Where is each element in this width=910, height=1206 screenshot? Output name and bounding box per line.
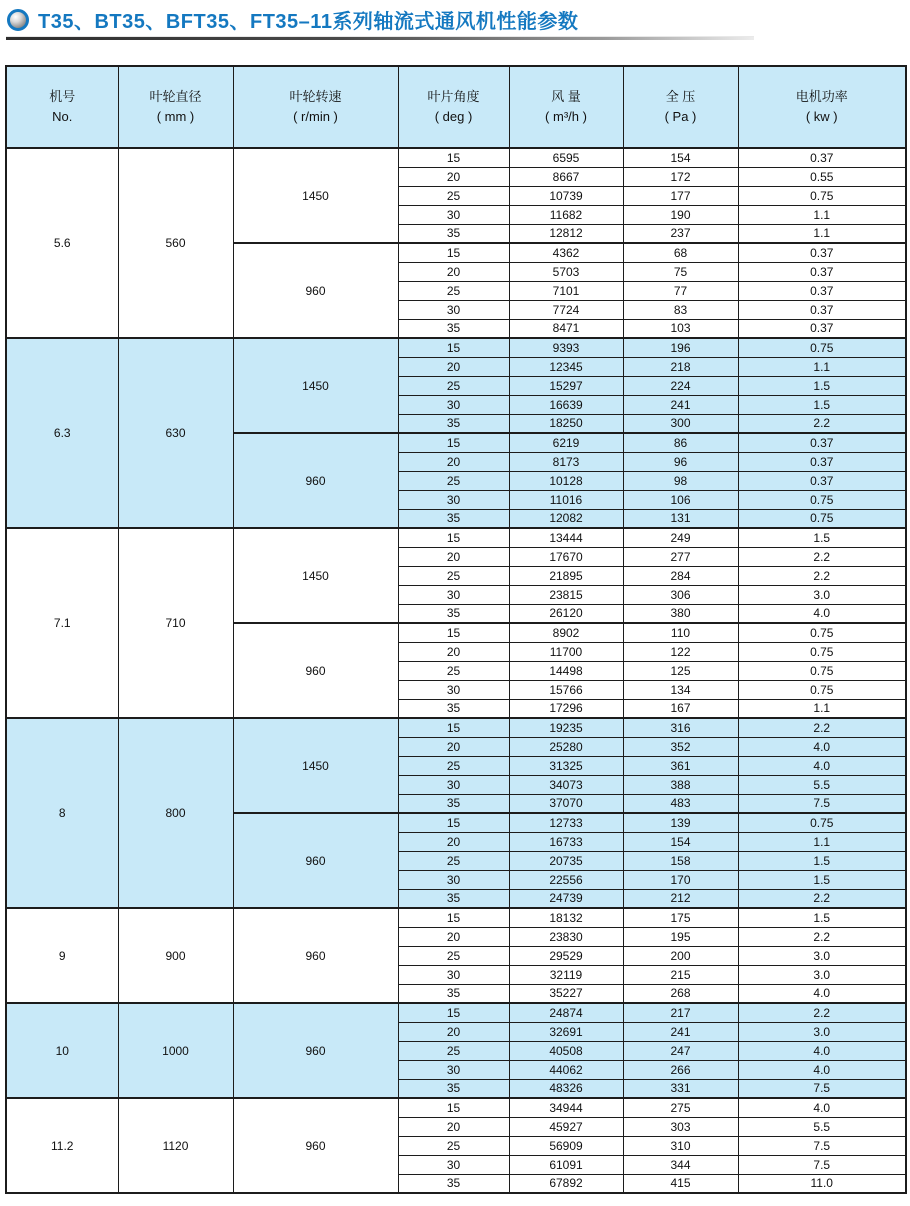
header-row bbox=[6, 66, 906, 148]
blade-angle-cell: 30 bbox=[398, 300, 509, 319]
impeller-speed-cell: 1450 bbox=[233, 718, 398, 813]
air-flow-cell: 40508 bbox=[509, 1041, 623, 1060]
total-pressure-cell: 190 bbox=[623, 205, 738, 224]
fan-no-cell: 5.6 bbox=[6, 148, 118, 338]
motor-power-cell: 1.5 bbox=[738, 528, 906, 547]
blade-angle-cell: 20 bbox=[398, 357, 509, 376]
column-header: 电机功率 ( kw ) bbox=[738, 66, 906, 148]
total-pressure-cell: 237 bbox=[623, 224, 738, 243]
motor-power-cell: 1.5 bbox=[738, 908, 906, 927]
total-pressure-cell: 331 bbox=[623, 1079, 738, 1098]
motor-power-cell: 0.75 bbox=[738, 680, 906, 699]
blade-angle-cell: 30 bbox=[398, 680, 509, 699]
blade-angle-cell: 25 bbox=[398, 281, 509, 300]
total-pressure-cell: 300 bbox=[623, 414, 738, 433]
motor-power-cell: 1.1 bbox=[738, 357, 906, 376]
total-pressure-cell: 284 bbox=[623, 566, 738, 585]
impeller-speed-cell: 960 bbox=[233, 1003, 398, 1098]
air-flow-cell: 34073 bbox=[509, 775, 623, 794]
blade-angle-cell: 35 bbox=[398, 224, 509, 243]
impeller-speed-cell: 960 bbox=[233, 243, 398, 338]
total-pressure-cell: 303 bbox=[623, 1117, 738, 1136]
blade-angle-cell: 25 bbox=[398, 756, 509, 775]
total-pressure-cell: 77 bbox=[623, 281, 738, 300]
total-pressure-cell: 172 bbox=[623, 167, 738, 186]
blade-angle-cell: 20 bbox=[398, 547, 509, 566]
total-pressure-cell: 352 bbox=[623, 737, 738, 756]
blade-angle-cell: 20 bbox=[398, 832, 509, 851]
motor-power-cell: 4.0 bbox=[738, 756, 906, 775]
air-flow-cell: 7101 bbox=[509, 281, 623, 300]
blade-angle-cell: 25 bbox=[398, 1041, 509, 1060]
air-flow-cell: 9393 bbox=[509, 338, 623, 357]
blade-angle-cell: 20 bbox=[398, 737, 509, 756]
motor-power-cell: 4.0 bbox=[738, 1060, 906, 1079]
blade-angle-cell: 15 bbox=[398, 433, 509, 452]
spec-row bbox=[6, 1003, 906, 1022]
blade-angle-cell: 30 bbox=[398, 395, 509, 414]
total-pressure-cell: 247 bbox=[623, 1041, 738, 1060]
motor-power-cell: 2.2 bbox=[738, 566, 906, 585]
spec-table-body bbox=[6, 148, 906, 1193]
blade-angle-cell: 30 bbox=[398, 490, 509, 509]
blade-angle-cell: 15 bbox=[398, 243, 509, 262]
motor-power-cell: 1.5 bbox=[738, 851, 906, 870]
air-flow-cell: 13444 bbox=[509, 528, 623, 547]
total-pressure-cell: 241 bbox=[623, 395, 738, 414]
total-pressure-cell: 106 bbox=[623, 490, 738, 509]
column-header: 叶轮转速 ( r/min ) bbox=[233, 66, 398, 148]
air-flow-cell: 24739 bbox=[509, 889, 623, 908]
fan-no-cell: 11.2 bbox=[6, 1098, 118, 1193]
blade-angle-cell: 25 bbox=[398, 946, 509, 965]
motor-power-cell: 1.5 bbox=[738, 395, 906, 414]
air-flow-cell: 31325 bbox=[509, 756, 623, 775]
air-flow-cell: 32691 bbox=[509, 1022, 623, 1041]
motor-power-cell: 7.5 bbox=[738, 1155, 906, 1174]
spec-row bbox=[6, 148, 906, 167]
total-pressure-cell: 68 bbox=[623, 243, 738, 262]
motor-power-cell: 4.0 bbox=[738, 737, 906, 756]
total-pressure-cell: 266 bbox=[623, 1060, 738, 1079]
air-flow-cell: 7724 bbox=[509, 300, 623, 319]
air-flow-cell: 12733 bbox=[509, 813, 623, 832]
air-flow-cell: 12082 bbox=[509, 509, 623, 528]
air-flow-cell: 14498 bbox=[509, 661, 623, 680]
air-flow-cell: 6219 bbox=[509, 433, 623, 452]
blade-angle-cell: 35 bbox=[398, 414, 509, 433]
motor-power-cell: 5.5 bbox=[738, 1117, 906, 1136]
impeller-speed-cell: 1450 bbox=[233, 148, 398, 243]
air-flow-cell: 16733 bbox=[509, 832, 623, 851]
air-flow-cell: 15297 bbox=[509, 376, 623, 395]
total-pressure-cell: 83 bbox=[623, 300, 738, 319]
air-flow-cell: 11700 bbox=[509, 642, 623, 661]
motor-power-cell: 1.1 bbox=[738, 699, 906, 718]
table-header-row bbox=[6, 66, 906, 148]
impeller-diameter-cell: 560 bbox=[118, 148, 233, 338]
air-flow-cell: 4362 bbox=[509, 243, 623, 262]
blade-angle-cell: 30 bbox=[398, 1060, 509, 1079]
total-pressure-cell: 125 bbox=[623, 661, 738, 680]
air-flow-cell: 17296 bbox=[509, 699, 623, 718]
motor-power-cell: 1.1 bbox=[738, 205, 906, 224]
total-pressure-cell: 122 bbox=[623, 642, 738, 661]
air-flow-cell: 35227 bbox=[509, 984, 623, 1003]
total-pressure-cell: 268 bbox=[623, 984, 738, 1003]
air-flow-cell: 67892 bbox=[509, 1174, 623, 1193]
air-flow-cell: 11682 bbox=[509, 205, 623, 224]
total-pressure-cell: 98 bbox=[623, 471, 738, 490]
impeller-diameter-cell: 1120 bbox=[118, 1098, 233, 1193]
motor-power-cell: 3.0 bbox=[738, 585, 906, 604]
air-flow-cell: 23815 bbox=[509, 585, 623, 604]
column-header: 全 压 ( Pa ) bbox=[623, 66, 738, 148]
air-flow-cell: 10128 bbox=[509, 471, 623, 490]
blade-angle-cell: 20 bbox=[398, 642, 509, 661]
motor-power-cell: 0.37 bbox=[738, 433, 906, 452]
air-flow-cell: 61091 bbox=[509, 1155, 623, 1174]
spec-row bbox=[6, 338, 906, 357]
blade-angle-cell: 25 bbox=[398, 186, 509, 205]
motor-power-cell: 4.0 bbox=[738, 1041, 906, 1060]
motor-power-cell: 0.37 bbox=[738, 281, 906, 300]
motor-power-cell: 0.75 bbox=[738, 642, 906, 661]
blade-angle-cell: 20 bbox=[398, 1117, 509, 1136]
blade-angle-cell: 25 bbox=[398, 471, 509, 490]
total-pressure-cell: 344 bbox=[623, 1155, 738, 1174]
blade-angle-cell: 20 bbox=[398, 167, 509, 186]
spec-row bbox=[6, 718, 906, 737]
fan-performance-table bbox=[5, 65, 907, 1194]
motor-power-cell: 0.75 bbox=[738, 623, 906, 642]
air-flow-cell: 26120 bbox=[509, 604, 623, 623]
blade-angle-cell: 15 bbox=[398, 718, 509, 737]
air-flow-cell: 21895 bbox=[509, 566, 623, 585]
total-pressure-cell: 195 bbox=[623, 927, 738, 946]
motor-power-cell: 2.2 bbox=[738, 718, 906, 737]
total-pressure-cell: 483 bbox=[623, 794, 738, 813]
air-flow-cell: 56909 bbox=[509, 1136, 623, 1155]
motor-power-cell: 2.2 bbox=[738, 414, 906, 433]
motor-power-cell: 0.75 bbox=[738, 661, 906, 680]
total-pressure-cell: 196 bbox=[623, 338, 738, 357]
motor-power-cell: 3.0 bbox=[738, 965, 906, 984]
total-pressure-cell: 361 bbox=[623, 756, 738, 775]
air-flow-cell: 12812 bbox=[509, 224, 623, 243]
blade-angle-cell: 30 bbox=[398, 1155, 509, 1174]
motor-power-cell: 0.37 bbox=[738, 148, 906, 167]
total-pressure-cell: 306 bbox=[623, 585, 738, 604]
motor-power-cell: 0.75 bbox=[738, 338, 906, 357]
impeller-diameter-cell: 800 bbox=[118, 718, 233, 908]
air-flow-cell: 17670 bbox=[509, 547, 623, 566]
air-flow-cell: 18132 bbox=[509, 908, 623, 927]
air-flow-cell: 22556 bbox=[509, 870, 623, 889]
air-flow-cell: 20735 bbox=[509, 851, 623, 870]
bullet-sphere-icon bbox=[7, 9, 29, 31]
fan-no-cell: 8 bbox=[6, 718, 118, 908]
blade-angle-cell: 15 bbox=[398, 1003, 509, 1022]
fan-no-cell: 6.3 bbox=[6, 338, 118, 528]
motor-power-cell: 5.5 bbox=[738, 775, 906, 794]
total-pressure-cell: 170 bbox=[623, 870, 738, 889]
air-flow-cell: 44062 bbox=[509, 1060, 623, 1079]
total-pressure-cell: 154 bbox=[623, 832, 738, 851]
blade-angle-cell: 20 bbox=[398, 1022, 509, 1041]
column-header: 叶片角度 ( deg ) bbox=[398, 66, 509, 148]
spec-row bbox=[6, 908, 906, 927]
blade-angle-cell: 25 bbox=[398, 566, 509, 585]
fan-no-cell: 10 bbox=[6, 1003, 118, 1098]
blade-angle-cell: 35 bbox=[398, 1079, 509, 1098]
motor-power-cell: 0.37 bbox=[738, 243, 906, 262]
total-pressure-cell: 139 bbox=[623, 813, 738, 832]
motor-power-cell: 0.75 bbox=[738, 813, 906, 832]
blade-angle-cell: 20 bbox=[398, 927, 509, 946]
spec-row bbox=[6, 1098, 906, 1117]
blade-angle-cell: 25 bbox=[398, 1136, 509, 1155]
total-pressure-cell: 316 bbox=[623, 718, 738, 737]
motor-power-cell: 0.37 bbox=[738, 471, 906, 490]
impeller-speed-cell: 960 bbox=[233, 433, 398, 528]
air-flow-cell: 10739 bbox=[509, 186, 623, 205]
motor-power-cell: 2.2 bbox=[738, 547, 906, 566]
total-pressure-cell: 175 bbox=[623, 908, 738, 927]
total-pressure-cell: 218 bbox=[623, 357, 738, 376]
total-pressure-cell: 103 bbox=[623, 319, 738, 338]
blade-angle-cell: 30 bbox=[398, 965, 509, 984]
total-pressure-cell: 75 bbox=[623, 262, 738, 281]
total-pressure-cell: 86 bbox=[623, 433, 738, 452]
air-flow-cell: 15766 bbox=[509, 680, 623, 699]
total-pressure-cell: 110 bbox=[623, 623, 738, 642]
motor-power-cell: 4.0 bbox=[738, 1098, 906, 1117]
total-pressure-cell: 310 bbox=[623, 1136, 738, 1155]
air-flow-cell: 8667 bbox=[509, 167, 623, 186]
air-flow-cell: 16639 bbox=[509, 395, 623, 414]
motor-power-cell: 1.5 bbox=[738, 870, 906, 889]
total-pressure-cell: 275 bbox=[623, 1098, 738, 1117]
total-pressure-cell: 249 bbox=[623, 528, 738, 547]
total-pressure-cell: 224 bbox=[623, 376, 738, 395]
column-header: 机号 No. bbox=[6, 66, 118, 148]
motor-power-cell: 0.75 bbox=[738, 490, 906, 509]
motor-power-cell: 3.0 bbox=[738, 1022, 906, 1041]
impeller-diameter-cell: 900 bbox=[118, 908, 233, 1003]
blade-angle-cell: 30 bbox=[398, 775, 509, 794]
blade-angle-cell: 15 bbox=[398, 813, 509, 832]
impeller-speed-cell: 960 bbox=[233, 623, 398, 718]
motor-power-cell: 0.75 bbox=[738, 186, 906, 205]
blade-angle-cell: 30 bbox=[398, 585, 509, 604]
total-pressure-cell: 212 bbox=[623, 889, 738, 908]
impeller-speed-cell: 1450 bbox=[233, 528, 398, 623]
air-flow-cell: 8471 bbox=[509, 319, 623, 338]
motor-power-cell: 11.0 bbox=[738, 1174, 906, 1193]
impeller-speed-cell: 1450 bbox=[233, 338, 398, 433]
total-pressure-cell: 134 bbox=[623, 680, 738, 699]
column-header: 风 量 ( m³/h ) bbox=[509, 66, 623, 148]
blade-angle-cell: 35 bbox=[398, 699, 509, 718]
motor-power-cell: 1.1 bbox=[738, 832, 906, 851]
air-flow-cell: 8173 bbox=[509, 452, 623, 471]
motor-power-cell: 2.2 bbox=[738, 927, 906, 946]
blade-angle-cell: 35 bbox=[398, 889, 509, 908]
motor-power-cell: 4.0 bbox=[738, 984, 906, 1003]
total-pressure-cell: 380 bbox=[623, 604, 738, 623]
total-pressure-cell: 167 bbox=[623, 699, 738, 718]
blade-angle-cell: 20 bbox=[398, 262, 509, 281]
total-pressure-cell: 200 bbox=[623, 946, 738, 965]
air-flow-cell: 12345 bbox=[509, 357, 623, 376]
impeller-diameter-cell: 630 bbox=[118, 338, 233, 528]
blade-angle-cell: 30 bbox=[398, 870, 509, 889]
motor-power-cell: 2.2 bbox=[738, 889, 906, 908]
air-flow-cell: 8902 bbox=[509, 623, 623, 642]
blade-angle-cell: 35 bbox=[398, 984, 509, 1003]
motor-power-cell: 7.5 bbox=[738, 1136, 906, 1155]
air-flow-cell: 23830 bbox=[509, 927, 623, 946]
motor-power-cell: 7.5 bbox=[738, 1079, 906, 1098]
motor-power-cell: 0.37 bbox=[738, 262, 906, 281]
total-pressure-cell: 158 bbox=[623, 851, 738, 870]
blade-angle-cell: 25 bbox=[398, 376, 509, 395]
air-flow-cell: 24874 bbox=[509, 1003, 623, 1022]
blade-angle-cell: 15 bbox=[398, 1098, 509, 1117]
motor-power-cell: 0.37 bbox=[738, 319, 906, 338]
air-flow-cell: 11016 bbox=[509, 490, 623, 509]
total-pressure-cell: 388 bbox=[623, 775, 738, 794]
total-pressure-cell: 131 bbox=[623, 509, 738, 528]
blade-angle-cell: 35 bbox=[398, 319, 509, 338]
air-flow-cell: 45927 bbox=[509, 1117, 623, 1136]
total-pressure-cell: 177 bbox=[623, 186, 738, 205]
page-title: T35、BT35、BFT35、FT35–11系列轴流式通风机性能参数 bbox=[38, 11, 579, 33]
impeller-speed-cell: 960 bbox=[233, 908, 398, 1003]
blade-angle-cell: 20 bbox=[398, 452, 509, 471]
air-flow-cell: 25280 bbox=[509, 737, 623, 756]
air-flow-cell: 18250 bbox=[509, 414, 623, 433]
total-pressure-cell: 154 bbox=[623, 148, 738, 167]
blade-angle-cell: 15 bbox=[398, 908, 509, 927]
air-flow-cell: 34944 bbox=[509, 1098, 623, 1117]
blade-angle-cell: 25 bbox=[398, 851, 509, 870]
blade-angle-cell: 30 bbox=[398, 205, 509, 224]
air-flow-cell: 29529 bbox=[509, 946, 623, 965]
motor-power-cell: 4.0 bbox=[738, 604, 906, 623]
motor-power-cell: 0.55 bbox=[738, 167, 906, 186]
motor-power-cell: 2.2 bbox=[738, 1003, 906, 1022]
blade-angle-cell: 15 bbox=[398, 148, 509, 167]
total-pressure-cell: 217 bbox=[623, 1003, 738, 1022]
motor-power-cell: 3.0 bbox=[738, 946, 906, 965]
air-flow-cell: 19235 bbox=[509, 718, 623, 737]
impeller-diameter-cell: 710 bbox=[118, 528, 233, 718]
motor-power-cell: 1.5 bbox=[738, 376, 906, 395]
motor-power-cell: 0.37 bbox=[738, 452, 906, 471]
page-title-bar bbox=[0, 0, 910, 32]
fan-no-cell: 7.1 bbox=[6, 528, 118, 718]
total-pressure-cell: 215 bbox=[623, 965, 738, 984]
impeller-diameter-cell: 1000 bbox=[118, 1003, 233, 1098]
blade-angle-cell: 35 bbox=[398, 794, 509, 813]
motor-power-cell: 7.5 bbox=[738, 794, 906, 813]
total-pressure-cell: 415 bbox=[623, 1174, 738, 1193]
blade-angle-cell: 35 bbox=[398, 509, 509, 528]
title-divider bbox=[6, 36, 754, 40]
blade-angle-cell: 35 bbox=[398, 1174, 509, 1193]
motor-power-cell: 1.1 bbox=[738, 224, 906, 243]
blade-angle-cell: 15 bbox=[398, 528, 509, 547]
total-pressure-cell: 277 bbox=[623, 547, 738, 566]
impeller-speed-cell: 960 bbox=[233, 813, 398, 908]
air-flow-cell: 6595 bbox=[509, 148, 623, 167]
motor-power-cell: 0.75 bbox=[738, 509, 906, 528]
blade-angle-cell: 15 bbox=[398, 338, 509, 357]
air-flow-cell: 32119 bbox=[509, 965, 623, 984]
total-pressure-cell: 96 bbox=[623, 452, 738, 471]
air-flow-cell: 5703 bbox=[509, 262, 623, 281]
impeller-speed-cell: 960 bbox=[233, 1098, 398, 1193]
spec-row bbox=[6, 528, 906, 547]
blade-angle-cell: 25 bbox=[398, 661, 509, 680]
blade-angle-cell: 15 bbox=[398, 623, 509, 642]
air-flow-cell: 37070 bbox=[509, 794, 623, 813]
blade-angle-cell: 35 bbox=[398, 604, 509, 623]
total-pressure-cell: 241 bbox=[623, 1022, 738, 1041]
air-flow-cell: 48326 bbox=[509, 1079, 623, 1098]
motor-power-cell: 0.37 bbox=[738, 300, 906, 319]
column-header: 叶轮直径 ( mm ) bbox=[118, 66, 233, 148]
fan-no-cell: 9 bbox=[6, 908, 118, 1003]
